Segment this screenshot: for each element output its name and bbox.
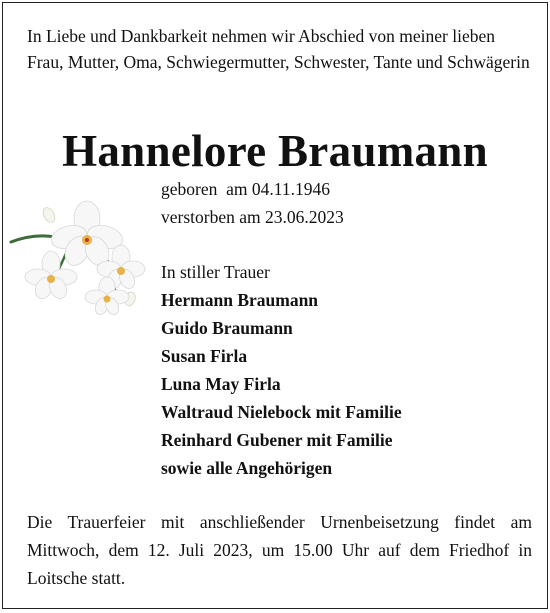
deceased-name: Hannelore Braumann (62, 126, 488, 176)
obituary-notice (2, 2, 548, 609)
mourner-name: Hermann Braumann (161, 290, 319, 310)
mourners-block (161, 258, 402, 482)
mourner-name: Reinhard Gubener mit Familie (161, 430, 393, 450)
mourner-name: Luna May Firla (161, 374, 281, 394)
mourner-name: Guido Braumann (161, 318, 293, 338)
ceremony-text: Die Trauerfeier mit anschließender Urnenbeisetzung findet am Mittwoch, dem 12. Juli 2023, um 15.00 Uhr auf dem Friedhof in Loitsche statt. (27, 512, 532, 588)
death-date: verstorben am 23.06.2023 (161, 207, 344, 227)
mourner-name: sowie alle Angehörigen (161, 458, 333, 478)
mourning-lead: In stiller Trauer (161, 262, 270, 282)
mourners-list (161, 286, 402, 482)
life-dates (161, 175, 344, 231)
mourner-name: Waltraud Nielebock mit Familie (161, 402, 402, 422)
intro-text: In Liebe und Dankbarkeit nehmen wir Abschied von meiner lieben Frau, Mutter, Oma, Schwiegermutter, Schwester, Tante und Schwägerin (27, 26, 530, 72)
mourner-name: Susan Firla (161, 346, 248, 366)
birth-date: geboren am 04.11.1946 (161, 179, 330, 199)
orchid-flower-icon (9, 197, 149, 317)
